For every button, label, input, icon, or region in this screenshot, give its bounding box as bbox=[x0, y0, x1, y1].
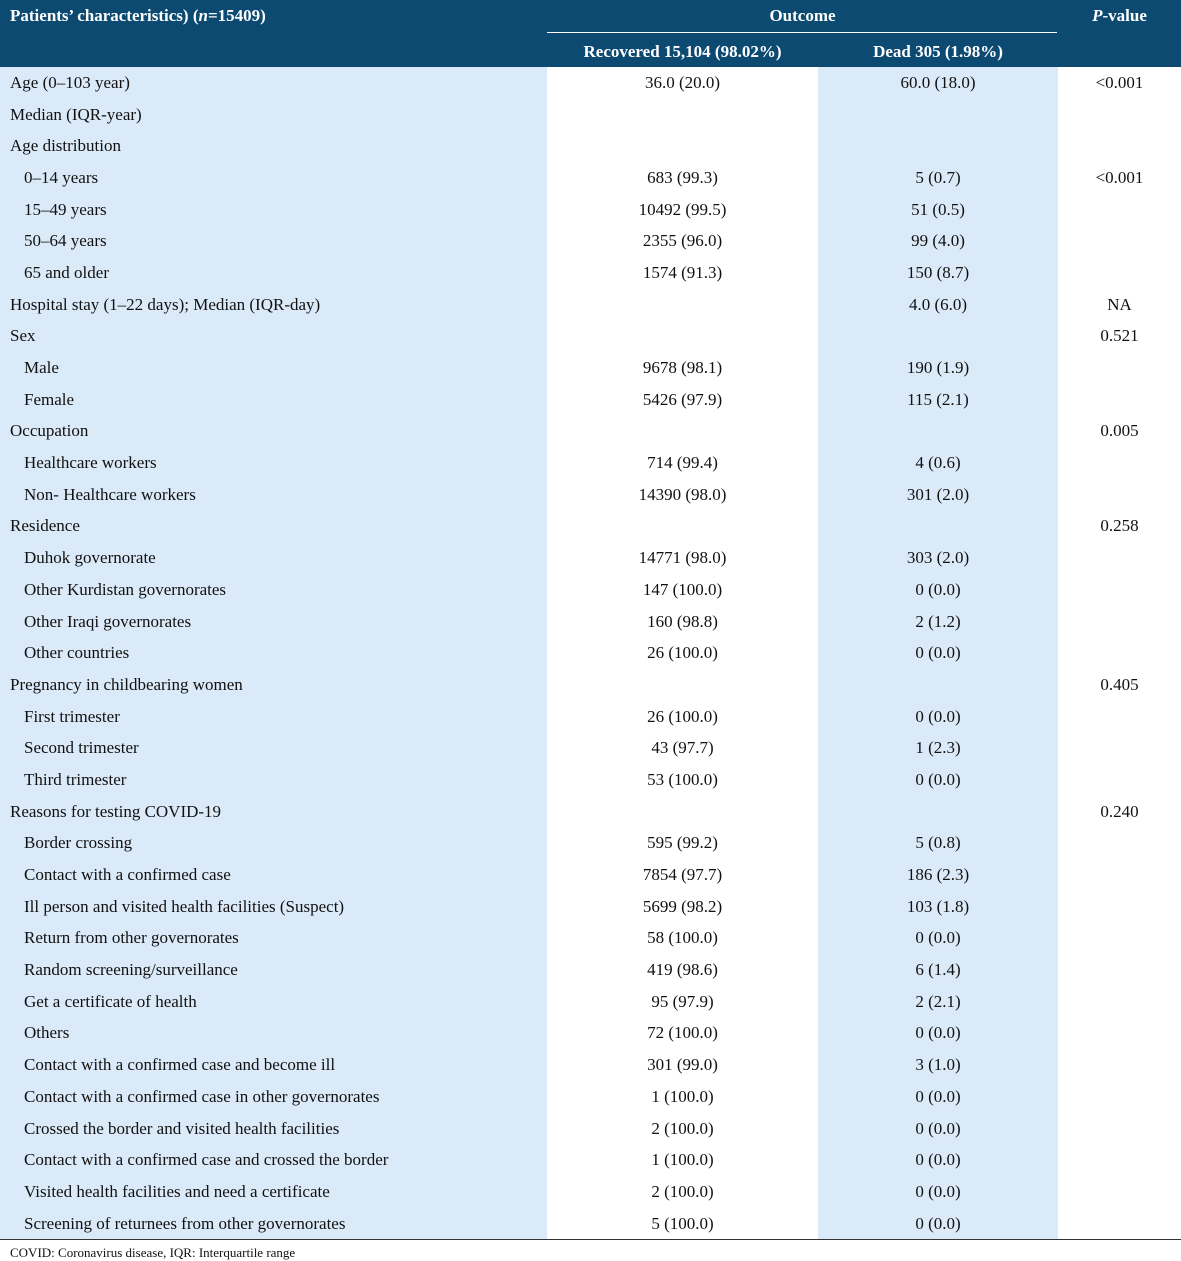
p-value-cell bbox=[1058, 1018, 1181, 1050]
recovered-cell: 26 (100.0) bbox=[547, 637, 818, 669]
p-value-cell bbox=[1058, 1176, 1181, 1208]
recovered-cell: 1 (100.0) bbox=[547, 1081, 818, 1113]
row-label: Residence bbox=[0, 511, 547, 543]
dead-cell bbox=[818, 321, 1058, 353]
dead-cell bbox=[818, 99, 1058, 131]
row-label: Screening of returnees from other governorates bbox=[0, 1208, 547, 1240]
dead-cell: 0 (0.0) bbox=[818, 764, 1058, 796]
row-label: Sex bbox=[0, 321, 547, 353]
p-value-cell: <0.001 bbox=[1058, 67, 1181, 99]
dead-cell: 51 (0.5) bbox=[818, 194, 1058, 226]
dead-cell: 1 (2.3) bbox=[818, 732, 1058, 764]
table-row bbox=[0, 954, 1181, 986]
dead-cell: 0 (0.0) bbox=[818, 1176, 1058, 1208]
dead-cell: 2 (2.1) bbox=[818, 986, 1058, 1018]
row-label: Crossed the border and visited health facilities bbox=[0, 1113, 547, 1145]
recovered-cell: 14390 (98.0) bbox=[547, 479, 818, 511]
p-value-cell bbox=[1058, 764, 1181, 796]
table-row bbox=[0, 1081, 1181, 1113]
recovered-cell: 301 (99.0) bbox=[547, 1049, 818, 1081]
p-value-cell bbox=[1058, 99, 1181, 131]
recovered-cell: 595 (99.2) bbox=[547, 828, 818, 860]
table-row bbox=[0, 1113, 1181, 1145]
table-row bbox=[0, 479, 1181, 511]
dead-cell: 6 (1.4) bbox=[818, 954, 1058, 986]
table-row bbox=[0, 162, 1181, 194]
row-label: Pregnancy in childbearing women bbox=[0, 669, 547, 701]
recovered-cell: 160 (98.8) bbox=[547, 606, 818, 638]
recovered-cell: 36.0 (20.0) bbox=[547, 67, 818, 99]
recovered-cell: 2 (100.0) bbox=[547, 1176, 818, 1208]
recovered-cell: 9678 (98.1) bbox=[547, 352, 818, 384]
table-row bbox=[0, 606, 1181, 638]
row-label: Duhok governorate bbox=[0, 542, 547, 574]
dead-cell: 115 (2.1) bbox=[818, 384, 1058, 416]
p-value-cell bbox=[1058, 447, 1181, 479]
outcome-header: Outcome bbox=[547, 0, 1058, 37]
row-label: Get a certificate of health bbox=[0, 986, 547, 1018]
table-row bbox=[0, 1049, 1181, 1081]
recovered-cell: 1 (100.0) bbox=[547, 1144, 818, 1176]
row-label: Visited health facilities and need a certificate bbox=[0, 1176, 547, 1208]
p-value-cell bbox=[1058, 1081, 1181, 1113]
dead-cell: 0 (0.0) bbox=[818, 1144, 1058, 1176]
row-label: 15–49 years bbox=[0, 194, 547, 226]
row-label: Male bbox=[0, 352, 547, 384]
table-row bbox=[0, 923, 1181, 955]
dead-cell: 0 (0.0) bbox=[818, 923, 1058, 955]
row-label: Age (0–103 year) bbox=[0, 67, 547, 99]
recovered-cell: 95 (97.9) bbox=[547, 986, 818, 1018]
dead-cell: 3 (1.0) bbox=[818, 1049, 1058, 1081]
table-row bbox=[0, 542, 1181, 574]
table-row bbox=[0, 701, 1181, 733]
dead-cell: 60.0 (18.0) bbox=[818, 67, 1058, 99]
p-value-cell: 0.258 bbox=[1058, 511, 1181, 543]
recovered-cell: 1574 (91.3) bbox=[547, 257, 818, 289]
row-label: Other Kurdistan governorates bbox=[0, 574, 547, 606]
recovered-cell: 10492 (99.5) bbox=[547, 194, 818, 226]
row-label: Return from other governorates bbox=[0, 923, 547, 955]
table-row bbox=[0, 194, 1181, 226]
recovered-cell bbox=[547, 99, 818, 131]
row-label: Others bbox=[0, 1018, 547, 1050]
table-row bbox=[0, 1176, 1181, 1208]
dead-cell: 0 (0.0) bbox=[818, 1113, 1058, 1145]
row-label: Age distribution bbox=[0, 130, 547, 162]
table-row bbox=[0, 796, 1181, 828]
recovered-cell: 419 (98.6) bbox=[547, 954, 818, 986]
dead-cell: 0 (0.0) bbox=[818, 701, 1058, 733]
recovered-cell: 5699 (98.2) bbox=[547, 891, 818, 923]
recovered-cell: 2 (100.0) bbox=[547, 1113, 818, 1145]
dead-cell bbox=[818, 511, 1058, 543]
row-label: Hospital stay (1–22 days); Median (IQR-day) bbox=[0, 289, 547, 321]
table-row bbox=[0, 1144, 1181, 1176]
p-value-cell bbox=[1058, 225, 1181, 257]
table-row bbox=[0, 1018, 1181, 1050]
dead-cell: 0 (0.0) bbox=[818, 637, 1058, 669]
recovered-cell: 147 (100.0) bbox=[547, 574, 818, 606]
row-label: Occupation bbox=[0, 416, 547, 448]
dead-cell: 0 (0.0) bbox=[818, 1018, 1058, 1050]
p-value-cell: NA bbox=[1058, 289, 1181, 321]
row-label: Median (IQR-year) bbox=[0, 99, 547, 131]
row-label: Other Iraqi governorates bbox=[0, 606, 547, 638]
table-row bbox=[0, 732, 1181, 764]
table-row bbox=[0, 447, 1181, 479]
p-value-cell bbox=[1058, 384, 1181, 416]
table-row bbox=[0, 384, 1181, 416]
dead-cell: 4.0 (6.0) bbox=[818, 289, 1058, 321]
row-label: Contact with a confirmed case and crossed the border bbox=[0, 1144, 547, 1176]
dead-cell: 4 (0.6) bbox=[818, 447, 1058, 479]
row-label: Non- Healthcare workers bbox=[0, 479, 547, 511]
p-value-cell bbox=[1058, 130, 1181, 162]
table-body bbox=[0, 67, 1181, 1239]
table-row bbox=[0, 352, 1181, 384]
row-label: Contact with a confirmed case and become ill bbox=[0, 1049, 547, 1081]
dead-cell: 186 (2.3) bbox=[818, 859, 1058, 891]
dead-header: Dead 305 (1.98%) bbox=[818, 37, 1058, 67]
row-label: Female bbox=[0, 384, 547, 416]
p-value-header: P-value bbox=[1058, 0, 1181, 67]
dead-cell: 0 (0.0) bbox=[818, 1081, 1058, 1113]
table-row bbox=[0, 1208, 1181, 1240]
recovered-cell bbox=[547, 796, 818, 828]
table-row bbox=[0, 637, 1181, 669]
table-header bbox=[0, 0, 1181, 67]
recovered-cell: 43 (97.7) bbox=[547, 732, 818, 764]
dead-cell: 301 (2.0) bbox=[818, 479, 1058, 511]
dead-cell: 99 (4.0) bbox=[818, 225, 1058, 257]
p-value-cell bbox=[1058, 257, 1181, 289]
dead-cell bbox=[818, 130, 1058, 162]
row-label: Random screening/surveillance bbox=[0, 954, 547, 986]
row-label: 0–14 years bbox=[0, 162, 547, 194]
dead-cell bbox=[818, 669, 1058, 701]
dead-cell: 303 (2.0) bbox=[818, 542, 1058, 574]
table-row bbox=[0, 986, 1181, 1018]
table-row bbox=[0, 859, 1181, 891]
table-row bbox=[0, 828, 1181, 860]
table-row bbox=[0, 511, 1181, 543]
p-value-cell: <0.001 bbox=[1058, 162, 1181, 194]
recovered-header: Recovered 15,104 (98.02%) bbox=[547, 37, 818, 67]
table-row bbox=[0, 669, 1181, 701]
p-value-cell bbox=[1058, 542, 1181, 574]
recovered-cell: 72 (100.0) bbox=[547, 1018, 818, 1050]
dead-cell bbox=[818, 416, 1058, 448]
outcome-divider bbox=[547, 32, 1057, 33]
row-label: Contact with a confirmed case in other governorates bbox=[0, 1081, 547, 1113]
p-value-cell bbox=[1058, 828, 1181, 860]
p-value-cell bbox=[1058, 352, 1181, 384]
p-value-cell bbox=[1058, 891, 1181, 923]
p-value-cell bbox=[1058, 479, 1181, 511]
recovered-cell: 5426 (97.9) bbox=[547, 384, 818, 416]
p-value-cell bbox=[1058, 637, 1181, 669]
p-value-cell bbox=[1058, 1208, 1181, 1240]
dead-cell: 2 (1.2) bbox=[818, 606, 1058, 638]
recovered-cell: 58 (100.0) bbox=[547, 923, 818, 955]
footnote: COVID: Coronavirus disease, IQR: Interquartile range bbox=[10, 1245, 296, 1261]
row-label: Healthcare workers bbox=[0, 447, 547, 479]
row-label: First trimester bbox=[0, 701, 547, 733]
row-label: Other countries bbox=[0, 637, 547, 669]
p-value-cell: 0.405 bbox=[1058, 669, 1181, 701]
characteristics-header: Patients’ characteristics) (n=15409) bbox=[0, 0, 547, 67]
p-value-cell bbox=[1058, 1144, 1181, 1176]
row-label: 50–64 years bbox=[0, 225, 547, 257]
dead-cell: 0 (0.0) bbox=[818, 1208, 1058, 1240]
recovered-cell: 714 (99.4) bbox=[547, 447, 818, 479]
table-row bbox=[0, 321, 1181, 353]
table-row bbox=[0, 257, 1181, 289]
recovered-cell: 2355 (96.0) bbox=[547, 225, 818, 257]
p-value-cell: 0.521 bbox=[1058, 321, 1181, 353]
p-value-cell bbox=[1058, 954, 1181, 986]
dead-cell: 190 (1.9) bbox=[818, 352, 1058, 384]
p-value-cell bbox=[1058, 1049, 1181, 1081]
row-label: Second trimester bbox=[0, 732, 547, 764]
dead-cell: 150 (8.7) bbox=[818, 257, 1058, 289]
p-value-cell bbox=[1058, 1113, 1181, 1145]
row-label: Third trimester bbox=[0, 764, 547, 796]
recovered-cell: 26 (100.0) bbox=[547, 701, 818, 733]
table-row bbox=[0, 130, 1181, 162]
p-value-cell bbox=[1058, 986, 1181, 1018]
recovered-cell: 7854 (97.7) bbox=[547, 859, 818, 891]
recovered-cell: 683 (99.3) bbox=[547, 162, 818, 194]
p-value-cell bbox=[1058, 194, 1181, 226]
p-value-cell bbox=[1058, 859, 1181, 891]
p-value-cell bbox=[1058, 606, 1181, 638]
p-value-cell bbox=[1058, 732, 1181, 764]
row-label: Border crossing bbox=[0, 828, 547, 860]
recovered-cell bbox=[547, 511, 818, 543]
row-label: Contact with a confirmed case bbox=[0, 859, 547, 891]
dead-cell bbox=[818, 796, 1058, 828]
dead-cell: 5 (0.7) bbox=[818, 162, 1058, 194]
recovered-cell: 5 (100.0) bbox=[547, 1208, 818, 1240]
recovered-cell: 53 (100.0) bbox=[547, 764, 818, 796]
recovered-cell bbox=[547, 289, 818, 321]
table-row bbox=[0, 99, 1181, 131]
dead-cell: 5 (0.8) bbox=[818, 828, 1058, 860]
p-value-cell: 0.005 bbox=[1058, 416, 1181, 448]
recovered-cell bbox=[547, 130, 818, 162]
table-row bbox=[0, 225, 1181, 257]
recovered-cell: 14771 (98.0) bbox=[547, 542, 818, 574]
dead-cell: 103 (1.8) bbox=[818, 891, 1058, 923]
row-label: Ill person and visited health facilities (Suspect) bbox=[0, 891, 547, 923]
recovered-cell bbox=[547, 321, 818, 353]
recovered-cell bbox=[547, 669, 818, 701]
table-row bbox=[0, 67, 1181, 99]
table-row bbox=[0, 289, 1181, 321]
table-row bbox=[0, 891, 1181, 923]
p-value-cell bbox=[1058, 574, 1181, 606]
p-value-cell bbox=[1058, 701, 1181, 733]
row-label: Reasons for testing COVID-19 bbox=[0, 796, 547, 828]
dead-cell: 0 (0.0) bbox=[818, 574, 1058, 606]
p-value-cell bbox=[1058, 923, 1181, 955]
table-row bbox=[0, 416, 1181, 448]
table-row bbox=[0, 764, 1181, 796]
row-label: 65 and older bbox=[0, 257, 547, 289]
p-value-cell: 0.240 bbox=[1058, 796, 1181, 828]
table-row bbox=[0, 574, 1181, 606]
recovered-cell bbox=[547, 416, 818, 448]
